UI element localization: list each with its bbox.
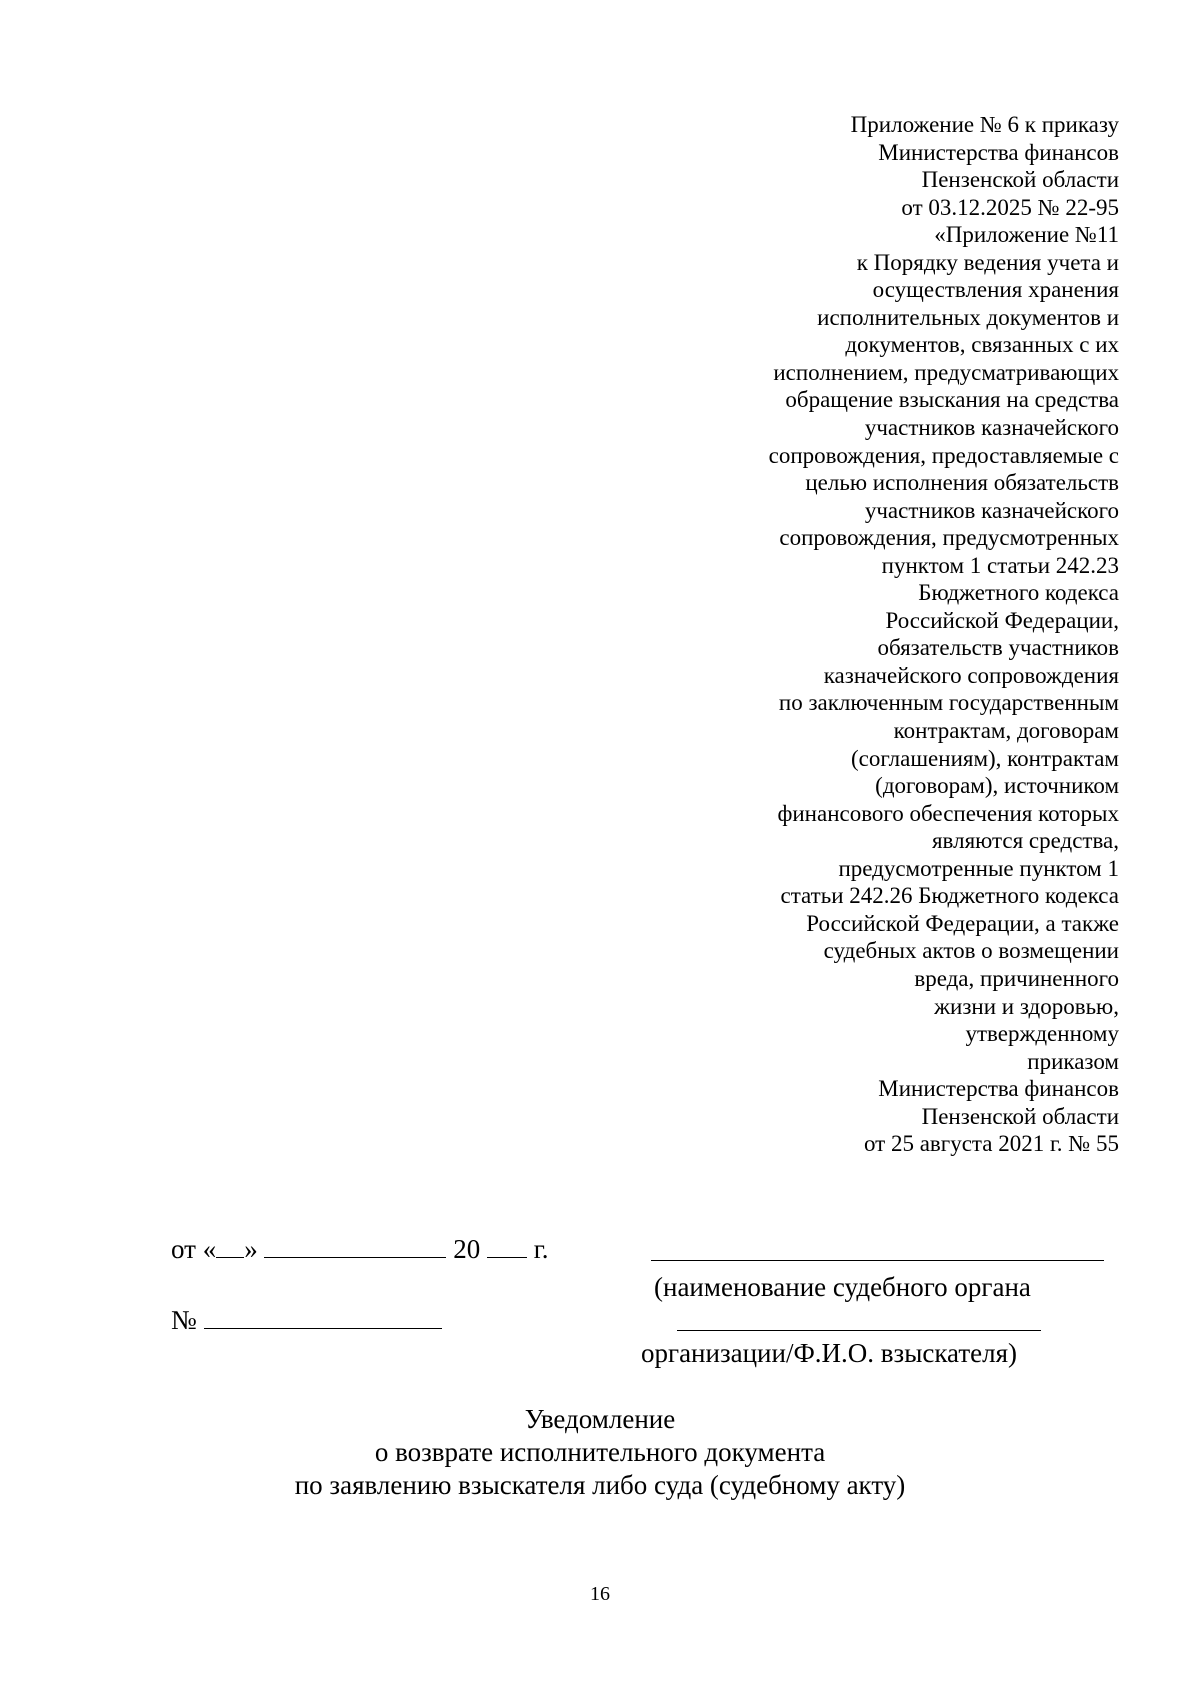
appendix-line: от 03.12.2025 № 22-95 xyxy=(901,194,1119,220)
notice-title-line3: по заявлению взыскателя либо суда (судебному акту) xyxy=(294,1470,906,1500)
appendix-line: обязательств участников xyxy=(877,635,1119,661)
appendix-line: Пензенской области xyxy=(921,1103,1119,1129)
appendix-line: пунктом 1 статьи 242.23 xyxy=(881,552,1119,578)
appendix-line: обращение взыскания на средства xyxy=(785,387,1119,413)
appendix-line: Российской Федерации, а также xyxy=(806,910,1119,936)
appendix-line: являются средства, xyxy=(931,828,1119,854)
appendix-line: Министерства финансов xyxy=(878,139,1119,165)
appendix-line: вреда, причиненного xyxy=(914,965,1119,991)
notice-title-line1: Уведомление xyxy=(524,1404,676,1434)
appendix-line: исполнением, предусматривающих xyxy=(773,359,1119,385)
appendix-line: сопровождения, предусмотренных xyxy=(779,525,1119,551)
page-number: 16 xyxy=(590,1583,610,1605)
year-prefix: 20 xyxy=(453,1234,481,1264)
appendix-line: участников казначейского xyxy=(864,415,1119,441)
appendix-line: утвержденному xyxy=(965,1021,1119,1047)
day-blank xyxy=(216,1235,244,1258)
number-prefix: № xyxy=(171,1305,197,1335)
recipient-org-blank xyxy=(677,1330,1041,1331)
appendix-line: приказом xyxy=(1027,1048,1119,1074)
appendix-line: сопровождения, предоставляемые с xyxy=(768,442,1119,468)
month-blank xyxy=(264,1235,446,1258)
appendix-line: (договорам), источником xyxy=(875,773,1119,799)
appendix-line: жизни и здоровью, xyxy=(934,993,1119,1019)
appendix-line: контрактам, договорам xyxy=(893,718,1119,744)
appendix-line: исполнительных документов и xyxy=(817,304,1119,330)
number-line xyxy=(171,1304,442,1336)
appendix-line: документов, связанных с их xyxy=(845,332,1119,358)
date-line xyxy=(171,1233,548,1265)
year-blank xyxy=(487,1235,527,1258)
date-mid: » xyxy=(244,1234,258,1264)
appendix-line: от 25 августа 2021 г. № 55 xyxy=(863,1131,1119,1157)
appendix-line: Российской Федерации, xyxy=(885,607,1119,633)
appendix-line: казначейского сопровождения xyxy=(823,662,1119,688)
appendix-line: предусмотренные пунктом 1 xyxy=(838,855,1119,881)
appendix-line: осуществления хранения xyxy=(872,277,1119,303)
notice-title-line2: о возврате исполнительного документа xyxy=(374,1437,826,1467)
appendix-line: финансового обеспечения которых xyxy=(777,800,1119,826)
number-blank xyxy=(204,1306,442,1329)
recipient-caption-line1: (наименование судебного органа xyxy=(654,1272,1031,1302)
appendix-line: Министерства финансов xyxy=(878,1076,1119,1102)
appendix-line: по заключенным государственным xyxy=(778,690,1119,716)
appendix-line: (соглашениям), контрактам xyxy=(851,745,1119,771)
recipient-name-blank xyxy=(651,1260,1104,1261)
appendix-line: судебных актов о возмещении xyxy=(823,938,1119,964)
date-prefix: от « xyxy=(171,1234,217,1264)
appendix-line: Бюджетного кодекса xyxy=(918,580,1119,606)
appendix-line: Пензенской области xyxy=(921,167,1119,193)
appendix-line: целью исполнения обязательств xyxy=(805,470,1119,496)
appendix-line: статьи 242.26 Бюджетного кодекса xyxy=(780,883,1119,909)
notice-title xyxy=(0,1403,1200,1502)
appendix-line: Приложение № 6 к приказу xyxy=(850,112,1119,137)
appendix-line: к Порядку ведения учета и xyxy=(856,249,1119,275)
recipient-caption-line2: организации/Ф.И.О. взыскателя) xyxy=(641,1338,1017,1368)
year-suffix: г. xyxy=(533,1234,549,1264)
appendix-line: «Приложение №11 xyxy=(934,222,1119,248)
appendix-line: участников казначейского xyxy=(864,497,1119,523)
appendix-header xyxy=(559,111,1119,1158)
